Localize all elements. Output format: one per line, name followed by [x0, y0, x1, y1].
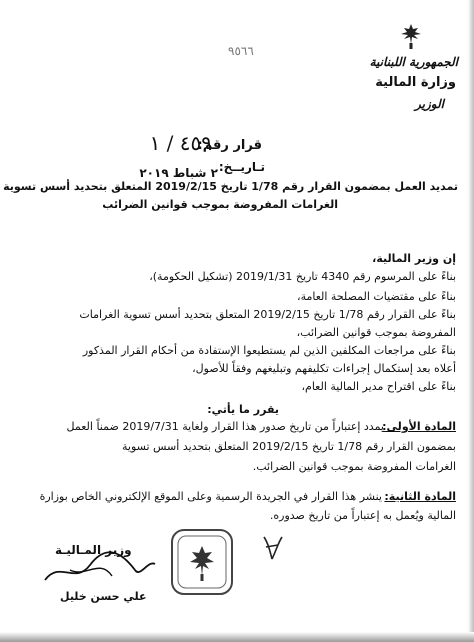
preamble-line: بناءً على المرسوم رقم 4340 تاريخ 2019/1/31 (تشكيل الحكومة)،	[149, 270, 456, 283]
decision-title-line-1: تمديد العمل بمضمون القرار رقم 1/78 تاريخ 2019/2/15 المتعلق بتحديد أسس تسوية	[3, 180, 458, 193]
decision-title-line-2: الغرامات المفروضة بموجب قوانين الضرائب	[102, 198, 338, 211]
date-label: تـاريــخ:	[218, 160, 265, 174]
article-1-line: بمضمون القرار رقم 1/78 تاريخ 2019/2/15 المتعلق بتحديد أسس تسوية	[122, 440, 456, 453]
page-edge-shadow	[468, 0, 474, 642]
ministry-name: وزارة المالية	[375, 75, 456, 90]
preamble-line: بناءً على اقتراح مدير المالية العام،	[301, 380, 456, 393]
official-stamp-icon	[168, 526, 236, 598]
minister-signature-title: وزير المـاليـة	[55, 543, 132, 557]
preamble-line: بناءً على مقتضيات المصلحة العامة،	[297, 290, 456, 303]
initials-mark-icon	[258, 533, 288, 563]
minister-heading: الوزير	[415, 97, 444, 111]
article-2-line: ينشر هذا القرار في الجريدة الرسمية وعلى الموقع الإلكتروني الخاص بوزارة	[39, 490, 382, 503]
article-1-line: الغرامات المفروضة بموجب قوانين الضرائب.	[252, 460, 456, 473]
article-2-label: المادة الثانية:	[384, 490, 456, 503]
preamble-line: المفروضة بموجب قوانين الضرائب،	[296, 326, 456, 339]
date-value: ٢ شباط ٢٠١٩	[139, 166, 218, 180]
cedar-emblem-icon	[396, 22, 426, 50]
preamble-line: بناءً على القرار رقم 1/78 تاريخ 2019/2/15 المتعلق بتحديد أسس تسوية الغرامات	[79, 308, 456, 321]
document-number: ٩٥٦٦	[228, 44, 254, 58]
decides-heading: يقرر ما يأتي:	[207, 403, 279, 416]
article-1-line: يمدد إعتباراً من تاريخ صدور هذا القرار ولغاية 2019/7/31 ضمناً العمل	[66, 420, 384, 433]
page-bottom-shadow	[0, 632, 474, 642]
republic-name: الجمهورية اللبنانية	[369, 55, 458, 69]
decision-number-label: قرار رقم:	[197, 138, 262, 153]
preamble-heading: إن وزير المالية،	[372, 252, 456, 265]
preamble-line: بناءً على مراجعات المكلفين الذين لم يستطيعوا الإستفادة من أحكام القرار المذكور	[82, 344, 456, 357]
preamble-line: أعلاه بعد إستكمال إجراءات تكليفهم وتبليغهم وفقاً للأصول،	[192, 362, 456, 375]
minister-name: علي حسن خليل	[60, 590, 147, 603]
article-1-label: المادة الأولى:	[382, 420, 456, 433]
article-2-line: المالية ويُعمل به إعتباراً من تاريخ صدوره.	[269, 509, 456, 522]
decision-number-value: ٤٥٩ / ١	[149, 131, 212, 155]
